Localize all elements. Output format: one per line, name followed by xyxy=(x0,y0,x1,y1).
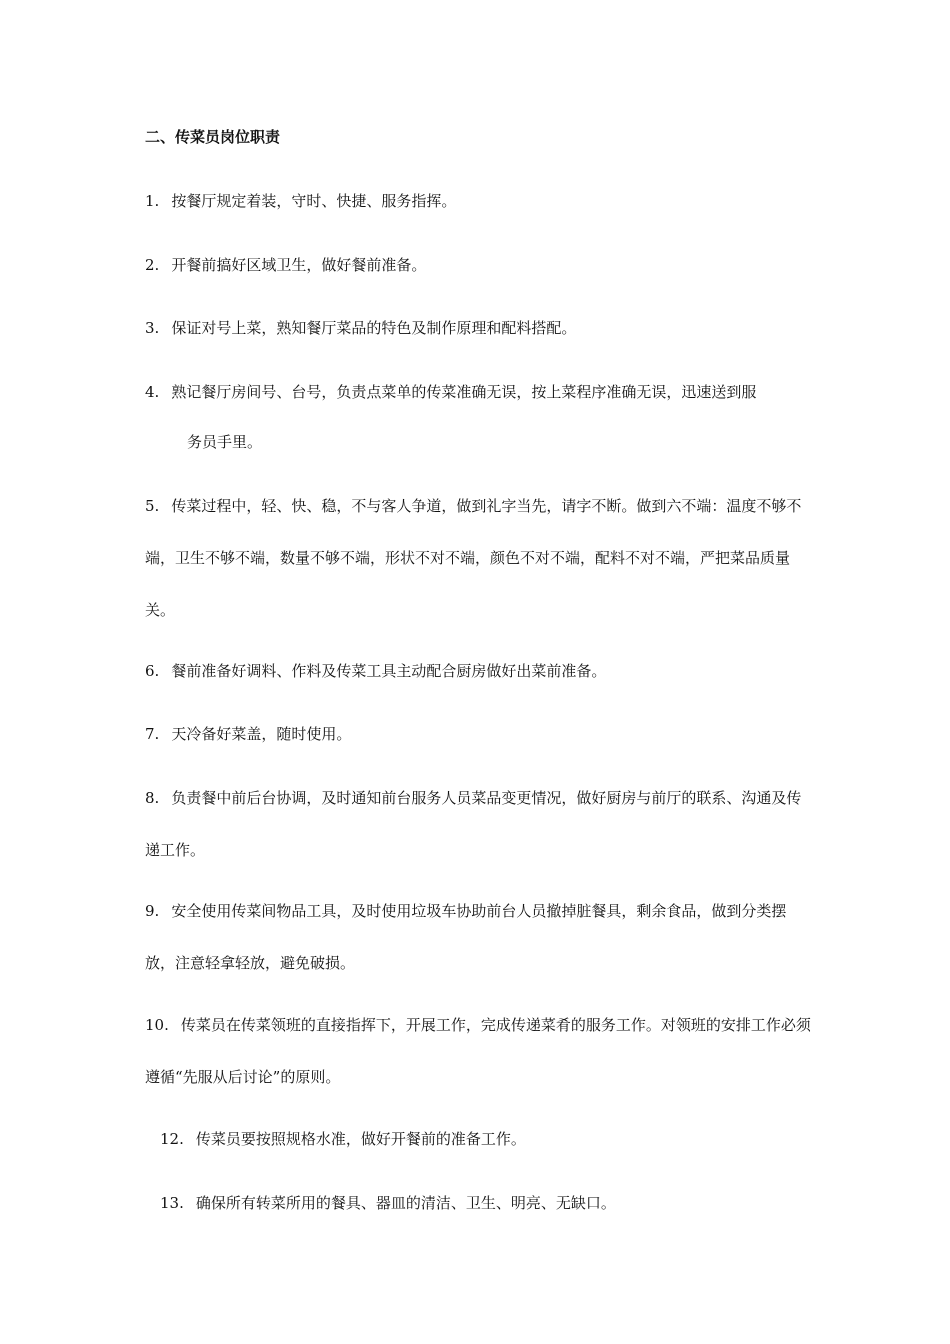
item-number: 1. xyxy=(145,192,160,210)
item-number: 10. xyxy=(145,1016,169,1034)
item-text: 传菜员在传菜领班的直接指挥下，开展工作，完成传递菜肴的服务工作。对领班的安排工作必须遵循“先服从后讨论”的原则。 xyxy=(145,1016,811,1086)
duty-item-5 xyxy=(145,480,813,636)
item-text: 负责餐中前后台协调，及时通知前台服务人员菜品变更情况，做好厨房与前厅的联系、沟通及传递工作。 xyxy=(145,789,802,859)
item-number: 12. xyxy=(160,1130,184,1148)
item-number: 5. xyxy=(145,497,160,515)
duty-item-9 xyxy=(145,885,813,989)
item-number: 3. xyxy=(145,319,160,337)
item-text: 餐前准备好调料、作料及传菜工具主动配合厨房做好出菜前准备。 xyxy=(171,662,607,680)
item-number: 4. xyxy=(145,383,160,401)
duty-item-7 xyxy=(145,708,813,760)
item-text: 熟记餐厅房间号、台号，负责点菜单的传菜准确无误，按上菜程序准确无误，迅速送到服 xyxy=(171,383,757,401)
item-text: 按餐厅规定着装，守时、快捷、服务指挥。 xyxy=(171,192,457,210)
duty-item-12 xyxy=(160,1113,828,1165)
item-number: 6. xyxy=(145,662,160,680)
duty-item-2 xyxy=(145,239,813,291)
duty-item-8 xyxy=(145,772,813,876)
item-number: 13. xyxy=(160,1194,184,1212)
item-text: 确保所有转菜所用的餐具、器皿的清洁、卫生、明亮、无缺口。 xyxy=(195,1194,616,1212)
duty-item-4-continuation xyxy=(145,416,855,468)
item-text: 安全使用传菜间物品工具，及时使用垃圾车协助前台人员撤掉脏餐具，剩余食品，做到分类摆放，注意轻拿轻放，避免破损。 xyxy=(145,902,787,972)
item-number: 9. xyxy=(145,902,160,920)
item-number: 7. xyxy=(145,725,160,743)
section-heading: 二、传菜员岗位职责 xyxy=(145,128,281,146)
duty-item-4 xyxy=(145,366,813,418)
duty-item-13 xyxy=(160,1177,828,1229)
item-text: 保证对号上菜，熟知餐厅菜品的特色及制作原理和配料搭配。 xyxy=(171,319,577,337)
duty-item-10 xyxy=(145,999,813,1103)
item-text: 传菜过程中，轻、快、稳，不与客人争道，做到礼字当先，请字不断。做到六不端：温度不够不端，卫生不够不端，数量不够不端，形状不对不端，颜色不对不端，配料不对不端，严把菜品质量关。 xyxy=(145,497,802,619)
duty-item-6 xyxy=(145,645,813,697)
item-text: 开餐前搞好区域卫生，做好餐前准备。 xyxy=(171,256,427,274)
item-text: 天冷备好菜盖，随时使用。 xyxy=(171,725,352,743)
duty-item-3 xyxy=(145,302,813,354)
item-text-continuation: 务员手里。 xyxy=(187,433,263,451)
duty-item-1 xyxy=(145,175,813,227)
item-number: 8. xyxy=(145,789,160,807)
item-text: 传菜员要按照规格水准，做好开餐前的准备工作。 xyxy=(195,1130,526,1148)
item-number: 2. xyxy=(145,256,160,274)
